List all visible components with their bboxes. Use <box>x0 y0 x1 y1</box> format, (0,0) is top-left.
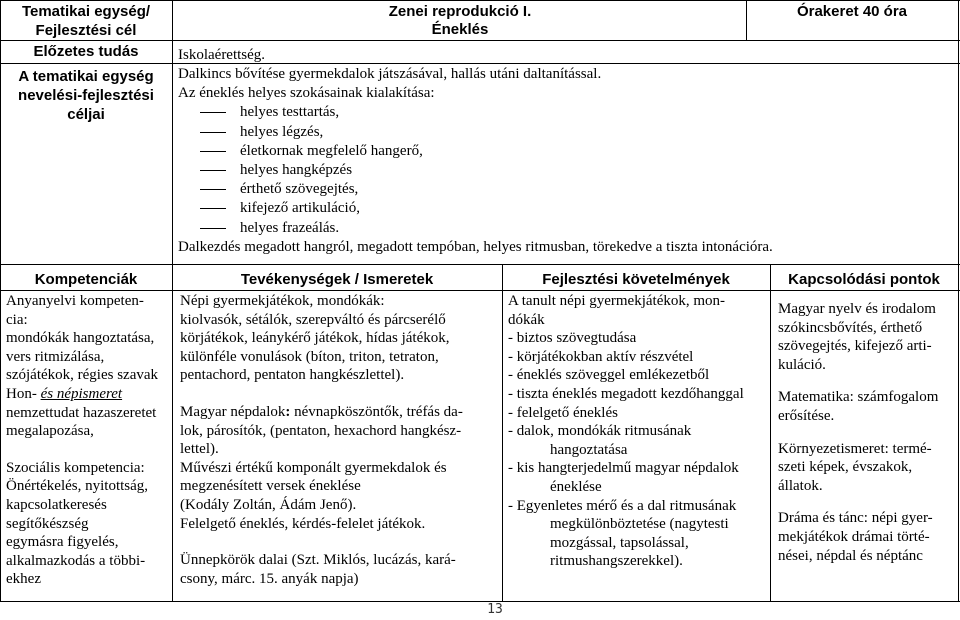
col-divider-1 <box>172 264 173 602</box>
prior-knowledge-label: Előzetes tudás <box>33 43 139 60</box>
goal-item: helyes hangképzés <box>200 161 948 180</box>
connection-line: szókincsbővítés, érthető <box>778 319 923 336</box>
requirement-line: ritmushangszerekkel). <box>550 553 683 570</box>
row-divider-1 <box>0 40 960 41</box>
activity-line: megzenésített versek éneklése <box>180 478 361 495</box>
requirement-line: - kis hangterjedelmű magyar népdalok <box>508 460 739 477</box>
competency-line: mondókák hangoztatása, <box>6 330 155 347</box>
connection-line: mekjátékok drámai törté- <box>778 528 930 545</box>
goal-item: helyes testtartás, <box>200 103 948 122</box>
activity-line: csony, márc. 15. anyák napja) <box>180 570 359 587</box>
unit-title-line1: Zenei reprodukció I. <box>388 3 532 20</box>
header-left-title: Tematikai egység/ Fejlesztési cél <box>21 3 151 39</box>
activity-line: Felelgető éneklés, kérdés-felelet játékok. <box>180 515 426 532</box>
activities-text <box>180 292 500 588</box>
table-border-left <box>0 0 1 602</box>
activity-line: Ünnepkörök dalai (Szt. Miklós, lucázás, kará- <box>180 552 456 569</box>
connection-line: szeti képek, évszakok, <box>778 459 913 476</box>
competency-line: Anyanyelvi kompeten- <box>6 293 144 309</box>
goal-item: életkornak megfelelő hangerő, <box>200 142 948 161</box>
competency-line: Szociális kompetencia: <box>6 459 145 476</box>
goal-item: kifejező artikuláció, <box>200 199 948 218</box>
table-border-top <box>0 0 960 1</box>
competency-line <box>6 385 172 404</box>
page-number: 13 <box>487 602 503 617</box>
goals-content <box>178 65 948 257</box>
requirement-line: - éneklés szöveggel emlékezetből <box>508 367 710 384</box>
activity-line: Népi gyermekjátékok, mondókák: <box>180 293 385 309</box>
connection-line: Dráma és tánc: népi gyer- <box>778 510 933 527</box>
connection-line: állatok. <box>778 477 823 494</box>
goal-item: helyes frazeálás. <box>200 219 948 238</box>
activity-line: kiolvasók, sétálók, szerepváltó és párcserélő <box>180 311 446 328</box>
activity-magyar-nepdalok: Magyar népdalok <box>180 403 286 420</box>
goal-item: helyes légzés, <box>200 123 948 142</box>
activity-line <box>180 403 500 422</box>
connection-line: szövegejtés, kifejező arti- <box>778 338 932 355</box>
competencies-text <box>6 292 172 589</box>
connection-line: nései, népdal és néptánc <box>778 547 923 564</box>
row-divider-3 <box>0 264 960 265</box>
competency-line: cia: <box>6 311 28 328</box>
col-divider-3 <box>770 264 771 602</box>
activity-line: lettel). <box>180 441 219 458</box>
table-border-right <box>958 0 959 602</box>
requirement-line: mozgással, tapsolással, <box>550 534 689 551</box>
activity-colon: : <box>285 403 291 420</box>
requirement-line: dókák <box>508 311 545 328</box>
unit-title-line2: Éneklés <box>431 21 489 38</box>
hours-label: Órakeret 40 óra <box>796 3 908 20</box>
activity-nevnap: névnapköszöntők, tréfás da- <box>290 403 463 420</box>
connection-line: kuláció. <box>778 356 826 373</box>
competency-line: vers ritmizálása, <box>6 348 105 365</box>
competency-line: megalapozása, <box>6 423 94 440</box>
competency-line: ekhez <box>6 571 41 588</box>
col-divider-2 <box>502 264 503 602</box>
requirement-line: A tanult népi gyermekjátékok, mon- <box>508 293 726 309</box>
connection-line: erősítése. <box>778 407 835 424</box>
requirement-line: hangoztatása <box>550 441 628 458</box>
col-header-activities: Tevékenységek / Ismeretek <box>240 271 434 288</box>
requirement-line: megkülönböztetése (nagytesti <box>550 516 729 533</box>
goals-line-last: Dalkezdés megadott hangról, megadott tempóban, helyes ritmusban, törekedve a tiszta intonációra. <box>178 238 773 255</box>
row-divider-4 <box>0 290 960 291</box>
activity-line: lok, párosítók, (pentaton, hexachord hangkész- <box>180 422 462 439</box>
requirement-line: - felelgető éneklés <box>508 404 618 421</box>
requirement-line: éneklése <box>550 478 602 495</box>
competency-nepismeret: és népismeret <box>40 385 123 402</box>
col-header-connections: Kapcsolódási pontok <box>788 271 940 288</box>
col-header-competencies: Kompetenciák <box>34 271 138 288</box>
goals-line-2: Az éneklés helyes szokásainak kialakítása: <box>178 85 435 102</box>
competency-line: alkalmazkodás a többi- <box>6 552 146 569</box>
competency-line: Önértékelés, nyitottság, <box>6 478 149 495</box>
activity-line: pentachord, pentaton hangkészlettel). <box>180 367 405 384</box>
requirement-line: - biztos szövegtudása <box>508 330 637 347</box>
requirement-line: - tiszta éneklés megadott kezdőhanggal <box>508 385 744 402</box>
goals-line-1: Dalkincs bővítése gyermekdalok játszásával, hallás utáni daltanítással. <box>178 66 602 82</box>
col-header-requirements: Fejlesztési követelmények <box>542 271 730 288</box>
connection-line: Matematika: számfogalom <box>778 389 939 406</box>
competency-line: kapcsolatkeresés <box>6 496 107 513</box>
competency-line: egymásra figyelés, <box>6 534 119 551</box>
activity-line: különféle vonulások (bíton, triton, tetraton, <box>180 348 439 365</box>
competency-line: segítőkészség <box>6 515 89 532</box>
activity-line: körjátékok, leánykérő játékok, hídas játékok, <box>180 330 450 347</box>
competency-line: szójátékok, régies szavak <box>6 367 159 384</box>
requirements-text <box>508 292 770 571</box>
connection-line: Magyar nyelv és irodalom <box>778 301 936 317</box>
competency-line: nemzettudat hazaszeretet <box>6 404 157 421</box>
prior-knowledge-text: Iskolaérettség. <box>178 47 266 63</box>
activity-line: Művészi értékű komponált gyermekdalok és <box>180 459 447 476</box>
requirement-line: - Egyenletes mérő és a dal ritmusának <box>508 497 737 514</box>
requirement-line: - körjátékokban aktív részvétel <box>508 348 694 365</box>
goal-item: érthető szövegejtés, <box>200 180 948 199</box>
requirement-line: - dalok, mondókák ritmusának <box>508 423 692 440</box>
competency-hon: Hon- <box>6 385 37 402</box>
goals-label: A tematikai egység nevelési-fejlesztési céljai <box>18 68 154 123</box>
hours-divider <box>746 0 747 40</box>
connection-line: Környezetismeret: termé- <box>778 440 932 457</box>
connections-text <box>778 300 956 565</box>
activity-line: (Kodály Zoltán, Ádám Jenő). <box>180 496 357 513</box>
